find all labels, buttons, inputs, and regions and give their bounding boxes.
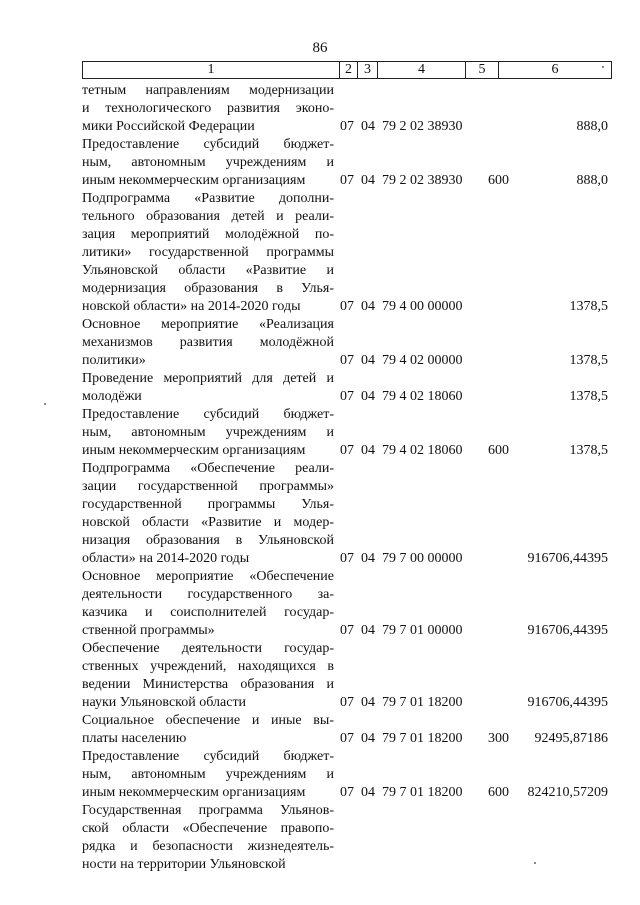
description-line: Социальное обеспечение и иные вы- [82, 713, 334, 728]
target-article-code: 79 4 02 18060 [382, 389, 463, 404]
subsection-code: 04 [361, 173, 375, 188]
description-line: зации государственной программы» [82, 479, 334, 494]
table-row [82, 748, 612, 802]
description-line: иным некоммерческим организациям [82, 785, 306, 800]
amount-value: 824210,57209 [527, 785, 608, 800]
header-col-6: 6 [551, 62, 559, 77]
description-line: Подпрограмма «Обеспечение реали- [82, 461, 334, 476]
row-description [82, 568, 334, 640]
subsection-code: 04 [361, 785, 375, 800]
target-article-code: 79 7 01 18200 [382, 695, 463, 710]
subsection-code: 04 [361, 299, 375, 314]
description-line: иным некоммерческим организациям [82, 443, 306, 458]
header-col-2: 2 [340, 62, 358, 78]
row-description [82, 136, 334, 190]
target-article-code: 79 7 01 00000 [382, 623, 463, 638]
section-code: 07 [340, 119, 354, 134]
subsection-code: 04 [361, 119, 375, 134]
scan-speck [602, 66, 604, 68]
table-row [82, 640, 612, 712]
table-row [82, 406, 612, 460]
amount-value: 916706,44395 [527, 623, 608, 638]
section-code: 07 [340, 353, 354, 368]
description-line: Основное мероприятие «Обеспечение [82, 569, 334, 584]
expense-type-code: 600 [488, 173, 509, 188]
target-article-code: 79 7 00 00000 [382, 551, 463, 566]
description-line: иным некоммерческим организациям [82, 173, 306, 188]
description-line: низация образования в Ульяновской [82, 533, 334, 548]
section-code: 07 [340, 551, 354, 566]
table-row [82, 568, 612, 640]
row-description [82, 370, 334, 406]
table-row [82, 802, 612, 874]
description-line: тельного образования детей и реали- [82, 209, 334, 224]
section-code: 07 [340, 785, 354, 800]
subsection-code: 04 [361, 353, 375, 368]
subsection-code: 04 [361, 551, 375, 566]
header-col-3: 3 [358, 62, 378, 78]
description-line: рядка и безопасности жизнедеятель- [82, 839, 334, 854]
description-line: новской области «Развитие и модер- [82, 515, 334, 530]
description-line: литики» государственной программы [82, 245, 334, 260]
description-line: области» на 2014-2020 годы [82, 551, 250, 566]
section-code: 07 [340, 443, 354, 458]
subsection-code: 04 [361, 695, 375, 710]
amount-value: 1378,5 [569, 389, 608, 404]
table-row [82, 136, 612, 190]
amount-value: 916706,44395 [527, 695, 608, 710]
page-number: 86 [312, 40, 328, 56]
description-line: платы населению [82, 731, 187, 746]
description-line: новской области» на 2014-2020 годы [82, 299, 301, 314]
section-code: 07 [340, 389, 354, 404]
expense-type-code: 300 [488, 731, 509, 746]
table-row [82, 82, 612, 136]
amount-value: 1378,5 [569, 443, 608, 458]
target-article-code: 79 2 02 38930 [382, 173, 463, 188]
description-line: Подпрограмма «Развитие дополни- [82, 191, 334, 206]
description-line: ности на территории Ульяновской [82, 857, 286, 872]
expense-type-code: 600 [488, 443, 509, 458]
scan-speck [534, 862, 536, 864]
description-line: механизмов развития молодёжной [82, 335, 334, 350]
description-line: Обеспечение деятельности государ- [82, 641, 334, 656]
row-description [82, 748, 334, 802]
target-article-code: 79 7 01 18200 [382, 785, 463, 800]
subsection-code: 04 [361, 443, 375, 458]
description-line: ным, автономным учреждениям и [82, 767, 334, 782]
section-code: 07 [340, 731, 354, 746]
table-row [82, 370, 612, 406]
target-article-code: 79 7 01 18200 [382, 731, 463, 746]
expense-type-code: 600 [488, 785, 509, 800]
description-line: Основное мероприятие «Реализация [82, 317, 334, 332]
description-line: Проведение мероприятий для детей и [82, 371, 334, 386]
target-article-code: 79 4 00 00000 [382, 299, 463, 314]
table-row [82, 316, 612, 370]
table-header [82, 61, 612, 79]
amount-value: 888,0 [576, 173, 608, 188]
target-article-code: 79 2 02 38930 [382, 119, 463, 134]
description-line: ственной программы» [82, 623, 215, 638]
description-line: Предоставление субсидий бюджет- [82, 749, 334, 764]
row-description [82, 406, 334, 460]
description-line: Ульяновской области «Развитие и [82, 263, 334, 278]
description-line: модернизация образования в Улья- [82, 281, 334, 296]
header-col-5: 5 [466, 62, 499, 78]
header-col-1: 1 [83, 62, 340, 78]
row-description [82, 640, 334, 712]
row-description [82, 712, 334, 748]
section-code: 07 [340, 695, 354, 710]
amount-value: 1378,5 [569, 299, 608, 314]
row-description [82, 460, 334, 568]
description-line: ственных учреждений, находящихся в [82, 659, 334, 674]
description-line: ным, автономным учреждениям и [82, 425, 334, 440]
scan-speck [44, 403, 46, 405]
description-line: Предоставление субсидий бюджет- [82, 407, 334, 422]
table-row [82, 190, 612, 316]
description-line: Государственная программа Ульянов- [82, 803, 334, 818]
description-line: ской области «Обеспечение правопо- [82, 821, 334, 836]
description-line: политики» [82, 353, 146, 368]
description-line: тетным направлениям модернизации [82, 83, 334, 98]
header-col-4: 4 [378, 62, 466, 78]
description-line: молодёжи [82, 389, 142, 404]
row-description [82, 82, 334, 136]
description-line: и технологического развития эконо- [82, 101, 334, 116]
table-row [82, 460, 612, 568]
description-line: Предоставление субсидий бюджет- [82, 137, 334, 152]
row-description [82, 190, 334, 316]
amount-value: 92495,87186 [534, 731, 608, 746]
description-line: государственной программы Улья- [82, 497, 334, 512]
target-article-code: 79 4 02 18060 [382, 443, 463, 458]
section-code: 07 [340, 623, 354, 638]
table-row [82, 712, 612, 748]
description-line: ным, автономным учреждениям и [82, 155, 334, 170]
subsection-code: 04 [361, 623, 375, 638]
description-line: зация мероприятий молодёжной по- [82, 227, 334, 242]
budget-table-body [82, 82, 612, 874]
section-code: 07 [340, 173, 354, 188]
description-line: ведении Министерства образования и [82, 677, 334, 692]
subsection-code: 04 [361, 389, 375, 404]
target-article-code: 79 4 02 00000 [382, 353, 463, 368]
amount-value: 888,0 [576, 119, 608, 134]
description-line: деятельности государственного за- [82, 587, 334, 602]
row-description [82, 802, 334, 874]
amount-value: 1378,5 [569, 353, 608, 368]
subsection-code: 04 [361, 731, 375, 746]
description-line: казчика и соисполнителей государ- [82, 605, 334, 620]
description-line: науки Ульяновской области [82, 695, 247, 710]
description-line: мики Российской Федерации [82, 119, 255, 134]
row-description [82, 316, 334, 370]
amount-value: 916706,44395 [527, 551, 608, 566]
section-code: 07 [340, 299, 354, 314]
